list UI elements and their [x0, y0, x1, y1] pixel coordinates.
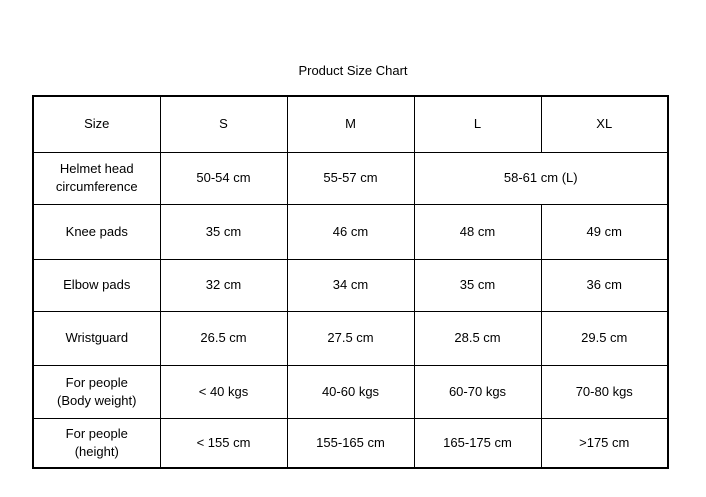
header-cell-xl: XL [541, 96, 668, 152]
cell-knee-l: 48 cm [414, 204, 541, 259]
row-label-knee-pads: Knee pads [33, 204, 160, 259]
cell-height-l: 165-175 cm [414, 418, 541, 468]
row-label-line: (height) [74, 443, 119, 459]
row-label-line: For people [65, 374, 128, 390]
table-row-knee-pads [33, 204, 668, 259]
cell-elbow-s: 32 cm [160, 259, 287, 311]
cell-weight-l: 60-70 kgs [414, 365, 541, 418]
cell-wrist-m: 27.5 cm [287, 311, 414, 365]
table-header-row [33, 96, 668, 152]
cell-helmet-l-xl-merged: 58-61 cm (L) [414, 152, 668, 204]
table-row-height [33, 418, 668, 468]
row-label-body-weight [33, 365, 160, 418]
header-cell-s: S [160, 96, 287, 152]
cell-helmet-s: 50-54 cm [160, 152, 287, 204]
cell-wrist-l: 28.5 cm [414, 311, 541, 365]
cell-height-s: < 155 cm [160, 418, 287, 468]
table-row-helmet [33, 152, 668, 204]
row-label-line: Helmet head [59, 161, 134, 176]
cell-knee-s: 35 cm [160, 204, 287, 259]
row-label-wristguard: Wristguard [33, 311, 160, 365]
table-row-elbow-pads [33, 259, 668, 311]
cell-knee-m: 46 cm [287, 204, 414, 259]
table-row-wristguard [33, 311, 668, 365]
table-row-body-weight [33, 365, 668, 418]
row-label-height [33, 418, 160, 468]
cell-elbow-m: 34 cm [287, 259, 414, 311]
cell-height-xl: >175 cm [541, 418, 668, 468]
cell-elbow-l: 35 cm [414, 259, 541, 311]
size-chart-table [32, 95, 669, 469]
cell-elbow-xl: 36 cm [541, 259, 668, 311]
cell-weight-s: < 40 kgs [160, 365, 287, 418]
row-label-helmet [33, 152, 160, 204]
header-cell-size: Size [33, 96, 160, 152]
row-label-elbow-pads: Elbow pads [33, 259, 160, 311]
cell-wrist-xl: 29.5 cm [541, 311, 668, 365]
cell-knee-xl: 49 cm [541, 204, 668, 259]
chart-title: Product Size Chart [298, 63, 408, 78]
cell-weight-m: 40-60 kgs [287, 365, 414, 418]
header-cell-m: M [287, 96, 414, 152]
header-cell-l: L [414, 96, 541, 152]
row-label-line: circumference [55, 179, 138, 194]
cell-wrist-s: 26.5 cm [160, 311, 287, 365]
cell-weight-xl: 70-80 kgs [541, 365, 668, 418]
cell-helmet-m: 55-57 cm [287, 152, 414, 204]
cell-height-m: 155-165 cm [287, 418, 414, 468]
row-label-line: (Body weight) [57, 392, 137, 408]
row-label-line: For people [65, 425, 128, 441]
